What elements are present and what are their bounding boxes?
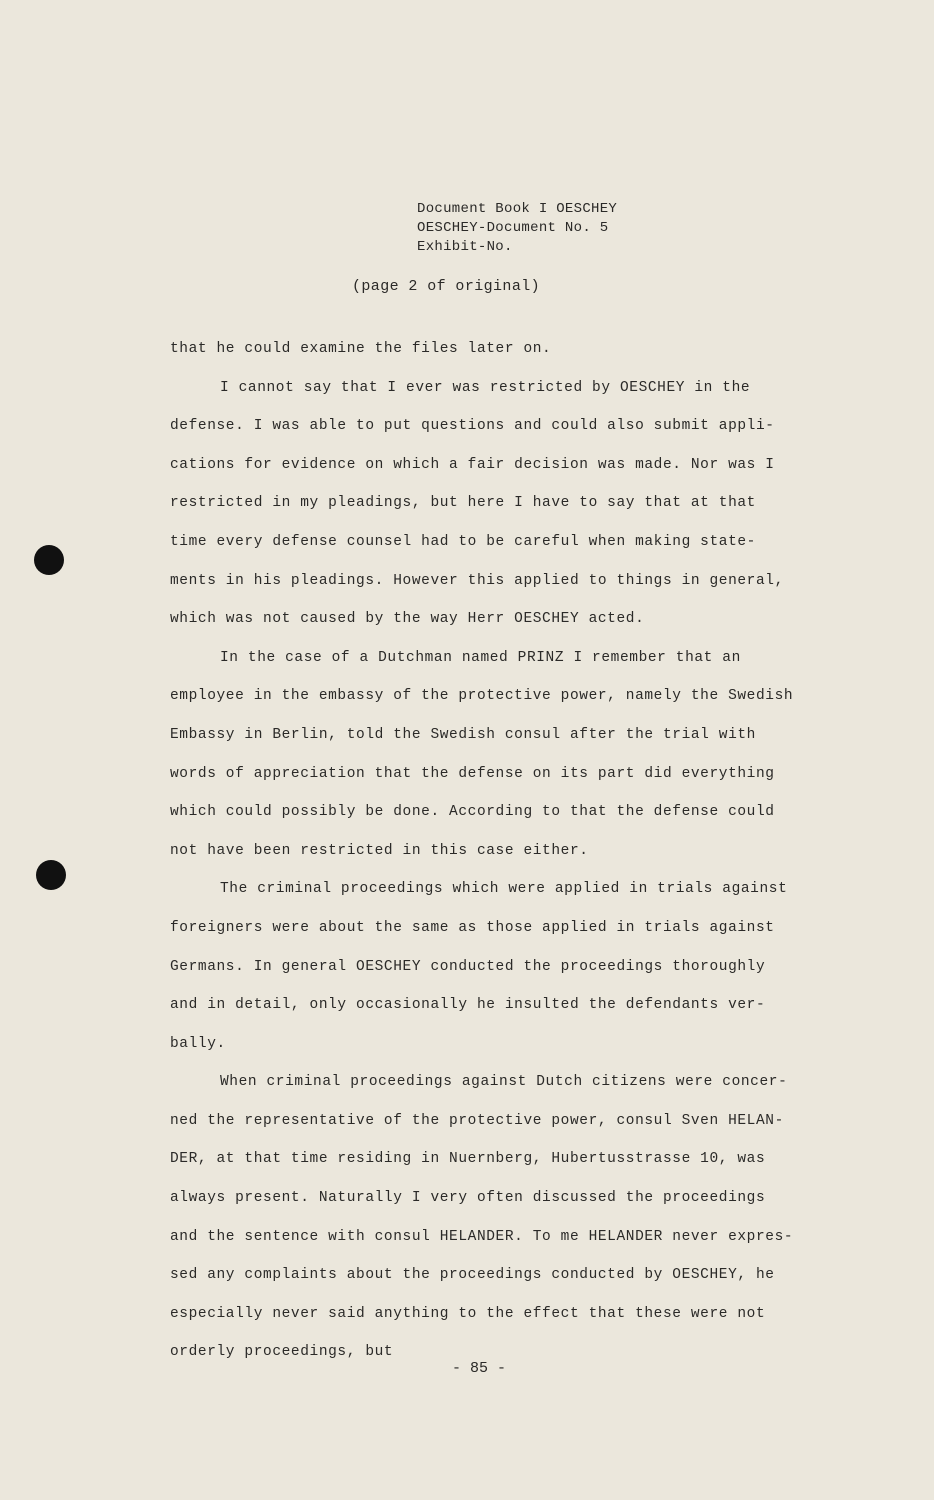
original-page-reference: (page 2 of original) [352, 278, 541, 295]
text-line: and in detail, only occasionally he insulted the defendants ver- [170, 997, 766, 1014]
text-line: ments in his pleadings. However this applied to things in general, [170, 572, 784, 589]
text-line: Germans. In general OESCHEY conducted the proceedings thoroughly [170, 958, 766, 975]
text-line: cations for evidence on which a fair decision was made. Nor was I [170, 456, 775, 473]
header-exhibit-line: Exhibit-No. [417, 239, 513, 255]
punch-hole [34, 545, 64, 575]
text-line: time every defense counsel had to be careful when making state- [170, 533, 756, 550]
text-line: not have been restricted in this case either. [170, 842, 589, 859]
text-line: bally. [170, 1035, 226, 1052]
text-line: When criminal proceedings against Dutch citizens were concer- [220, 1074, 788, 1091]
text-line: sed any complaints about the proceedings conducted by OESCHEY, he [170, 1267, 775, 1284]
text-line: The criminal proceedings which were applied in trials against [220, 881, 788, 898]
document-header [417, 200, 617, 257]
page-number: - 85 - [452, 1360, 507, 1377]
text-line: especially never said anything to the effect that these were not [170, 1305, 766, 1322]
header-book-line: Document Book I OESCHEY [417, 201, 618, 217]
text-line: Embassy in Berlin, told the Swedish consul after the trial with [170, 726, 756, 743]
text-line: orderly proceedings, but [170, 1344, 394, 1361]
text-line: defense. I was able to put questions and could also submit appli- [170, 418, 775, 435]
text-line: foreigners were about the same as those applied in trials against [170, 919, 775, 936]
text-line: I cannot say that I ever was restricted by OESCHEY in the [220, 379, 751, 396]
text-line: words of appreciation that the defense on its part did everything [170, 765, 775, 782]
text-line: which could possibly be done. According to that the defense could [170, 804, 775, 821]
text-line: that he could examine the files later on. [170, 341, 552, 357]
text-line: DER, at that time residing in Nuernberg, Hubertusstrasse 10, was [170, 1151, 766, 1168]
text-line: ned the representative of the protective power, consul Sven HELAN- [170, 1112, 784, 1129]
punch-hole [36, 860, 66, 890]
document-body [170, 338, 830, 1380]
text-line: restricted in my pleadings, but here I have to say that at that [170, 495, 756, 512]
text-line: In the case of a Dutchman named PRINZ I remember that an [220, 649, 741, 666]
header-document-line: OESCHEY-Document No. 5 [417, 220, 609, 236]
text-line: always present. Naturally I very often discussed the proceedings [170, 1190, 766, 1207]
text-line: which was not caused by the way Herr OESCHEY acted. [170, 611, 645, 628]
text-line: employee in the embassy of the protective power, namely the Swedish [170, 688, 794, 705]
text-line: and the sentence with consul HELANDER. To me HELANDER never expres- [170, 1228, 794, 1245]
